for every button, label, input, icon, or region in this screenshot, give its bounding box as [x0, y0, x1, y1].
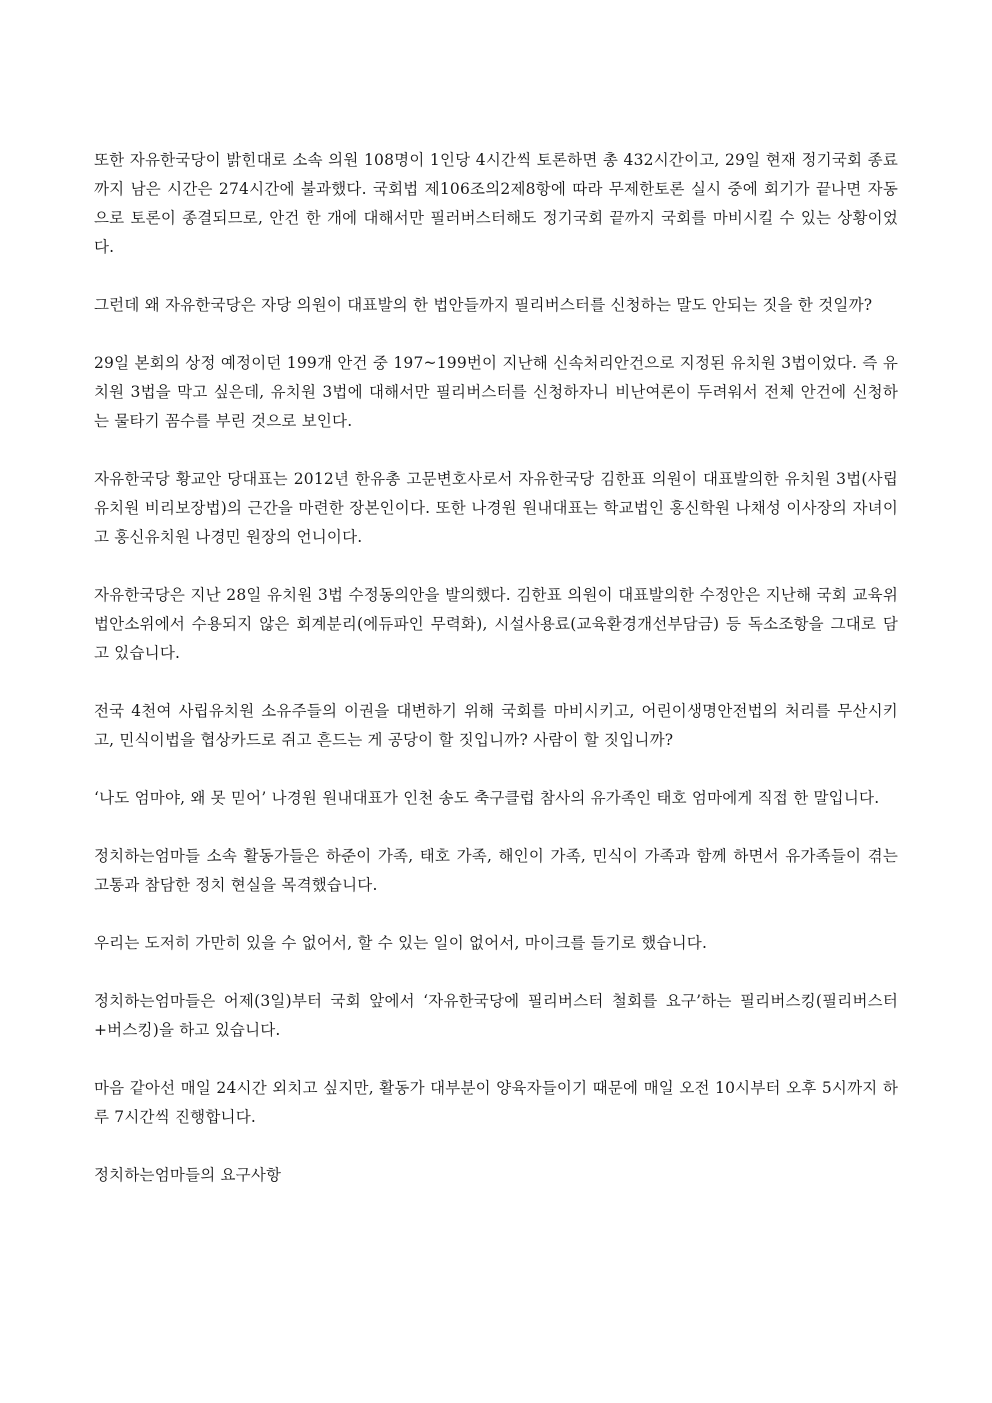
paragraph-quote: ‘나도 엄마야, 왜 못 믿어’ 나경원 원내대표가 인천 송도 축구클럽 참사의 유가족인 태호 엄마에게 직접 한 말입니다. — [94, 789, 880, 807]
paragraph-filibusking: 정치하는엄마들은 어제(3일)부터 국회 앞에서 ‘자유한국당에 필리버스터 철회를 요구’하는 필리버스킹(필리버스터+버스킹)을 하고 있습니다. — [94, 992, 898, 1039]
paragraph-schedule: 마음 같아선 매일 24시간 외치고 싶지만, 활동가 대부분이 양육자들이기 때문에 매일 오전 10시부터 오후 5시까지 하루 7시간씩 진행합니다. — [94, 1079, 898, 1126]
paragraph-microphone: 우리는 도저히 가만히 있을 수 없어서, 할 수 있는 일이 없어서, 마이크를 들기로 했습니다. — [94, 934, 708, 952]
paragraph-filibuster-hours: 또한 자유한국당이 밝힌대로 소속 의원 108명이 1인당 4시간씩 토론하면 총 432시간이고, 29일 현재 정기국회 종료까지 남은 시간은 274시간에 불과했다. 국회법 제106조의2제8항에 따라 무제한토론 실시 중에 회기가 끝나면 자동으로 토론이 종결되므로, 안건 한 개에 대해서만 필러버스터해도 정기국회 끝까지 국회를 마비시킬 수 있는 상황이었다. — [94, 151, 898, 256]
paragraph-criticism: 전국 4천여 사립유치원 소유주들의 이권을 대변하기 위해 국회를 마비시키고, 어린이생명안전법의 처리를 무산시키고, 민식이법을 협상카드로 쥐고 흔드는 게 공당이 할 짓입니까? 사람이 할 짓입니까? — [94, 702, 898, 749]
paragraph-kindergarten-bills: 29일 본회의 상정 예정이던 199개 안건 중 197~199번이 지난해 신속처리안건으로 지정된 유치원 3법이었다. 즉 유치원 3법을 막고 싶은데, 유치원 3법에 대해서만 필리버스터를 신청하자니 비난여론이 두려워서 전체 안건에 신청하는 물타기 꼼수를 부린 것으로 보인다. — [94, 354, 898, 430]
paragraph-demands-heading: 정치하는엄마들의 요구사항 — [94, 1166, 282, 1184]
paragraph-amendment: 자유한국당은 지난 28일 유치원 3법 수정동의안을 발의했다. 김한표 의원이 대표발의한 수정안은 지난해 국회 교육위 법안소위에서 수용되지 않은 회계분리(에듀파인 무력화), 시설사용료(교육환경개선부담금) 등 독소조항을 그대로 담고 있습니다. — [94, 586, 898, 662]
paragraph-families: 정치하는엄마들 소속 활동가들은 하준이 가족, 태호 가족, 해인이 가족, 민식이 가족과 함께 하면서 유가족들이 겪는 고통과 참담한 정치 현실을 목격했습니다. — [94, 847, 898, 894]
document-body — [94, 146, 898, 1219]
paragraph-party-leaders: 자유한국당 황교안 당대표는 2012년 한유총 고문변호사로서 자유한국당 김한표 의원이 대표발의한 유치원 3법(사립유치원 비리보장법)의 근간을 마련한 장본인이다. 또한 나경원 원내대표는 학교법인 홍신학원 나채성 이사장의 자녀이고 홍신유치원 나경민 원장의 언니이다. — [94, 470, 898, 546]
paragraph-why-question: 그런데 왜 자유한국당은 자당 의원이 대표발의 한 법안들까지 필리버스터를 신청하는 말도 안되는 짓을 한 것일까? — [94, 296, 873, 314]
